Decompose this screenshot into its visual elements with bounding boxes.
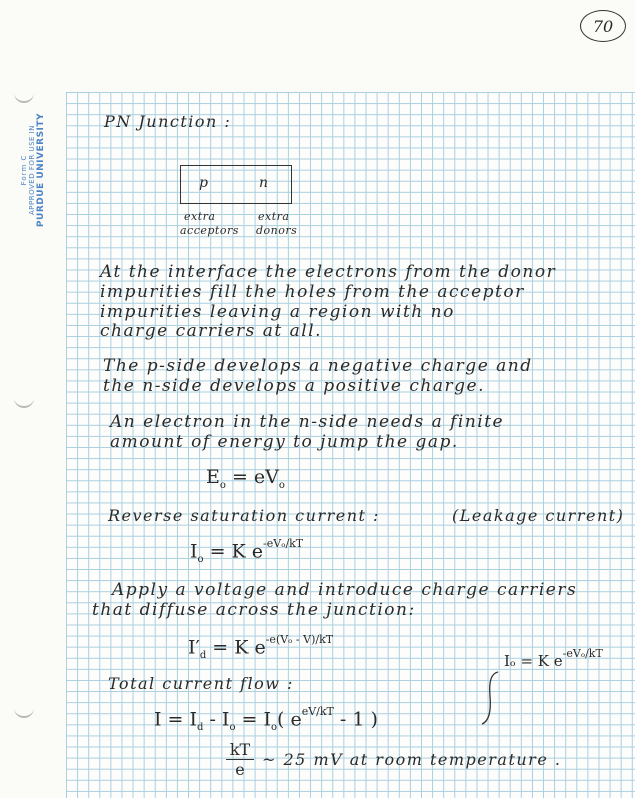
equation-threshold-energy: $E_o = eV_o$	[206, 466, 285, 491]
form-stamp	[20, 40, 46, 300]
reverse-saturation-label: Reverse saturation current :	[108, 506, 380, 525]
paragraph-line: Apply a voltage and introduce charge carriers	[112, 580, 578, 600]
university-label: PURDUE UNIVERSITY	[36, 112, 46, 228]
approval-label: APPROVED FOR USE IN	[28, 125, 36, 215]
total-current-label: Total current flow :	[108, 674, 294, 693]
paragraph-line: amount of energy to jump the gap.	[110, 432, 459, 452]
n-region-label: n	[259, 175, 269, 191]
fraction-numerator: kT	[226, 740, 254, 760]
binder-hole	[14, 395, 34, 408]
right-caption-2: donors	[256, 224, 298, 237]
equation-diffusion-current: $I'_d = K$ $e^{-e(V_o - V)/kT}$	[188, 633, 334, 662]
right-caption-1: extra	[258, 210, 290, 223]
paragraph-line: that diffuse across the junction:	[92, 600, 416, 620]
fraction-denominator: e	[235, 760, 245, 779]
paragraph-line: the n-side develops a positive charge.	[103, 376, 485, 396]
page-number: 70	[580, 10, 626, 42]
paragraph-line: The p-side develops a negative charge and	[103, 356, 533, 376]
p-region-label: p	[199, 175, 208, 191]
room-temperature-note: ~ 25 mV at room temperature .	[262, 750, 562, 769]
paragraph-line: An electron in the n-side needs a finite	[110, 412, 505, 432]
paragraph-line: impurities fill the holes from the acceptor	[100, 282, 525, 302]
kt-fraction	[226, 740, 254, 779]
side-equation: Iₒ = K $e^{-eV_o/kT}$	[504, 647, 603, 670]
integral-bracket-icon	[476, 668, 506, 728]
form-label: Form C	[20, 154, 28, 186]
left-caption-1: extra	[184, 210, 216, 223]
page-title: PN Junction :	[104, 112, 232, 131]
left-caption-2: acceptors	[180, 224, 239, 237]
leakage-current-label: (Leakage current)	[452, 506, 625, 525]
equation-saturation-current: $I_o = K$ $e^{-eV_o/kT}$	[190, 537, 304, 566]
binder-hole	[14, 705, 34, 718]
pn-junction-diagram	[180, 165, 292, 204]
equation-total-current: $I = I_d - I_o = I_o$( $e^{eV/kT} - 1$ )	[154, 705, 378, 734]
paragraph-line: charge carriers at all.	[100, 321, 323, 341]
paragraph-line: At the interface the electrons from the donor	[100, 262, 557, 282]
paragraph-line: impurities leaving a region with no	[100, 302, 455, 322]
